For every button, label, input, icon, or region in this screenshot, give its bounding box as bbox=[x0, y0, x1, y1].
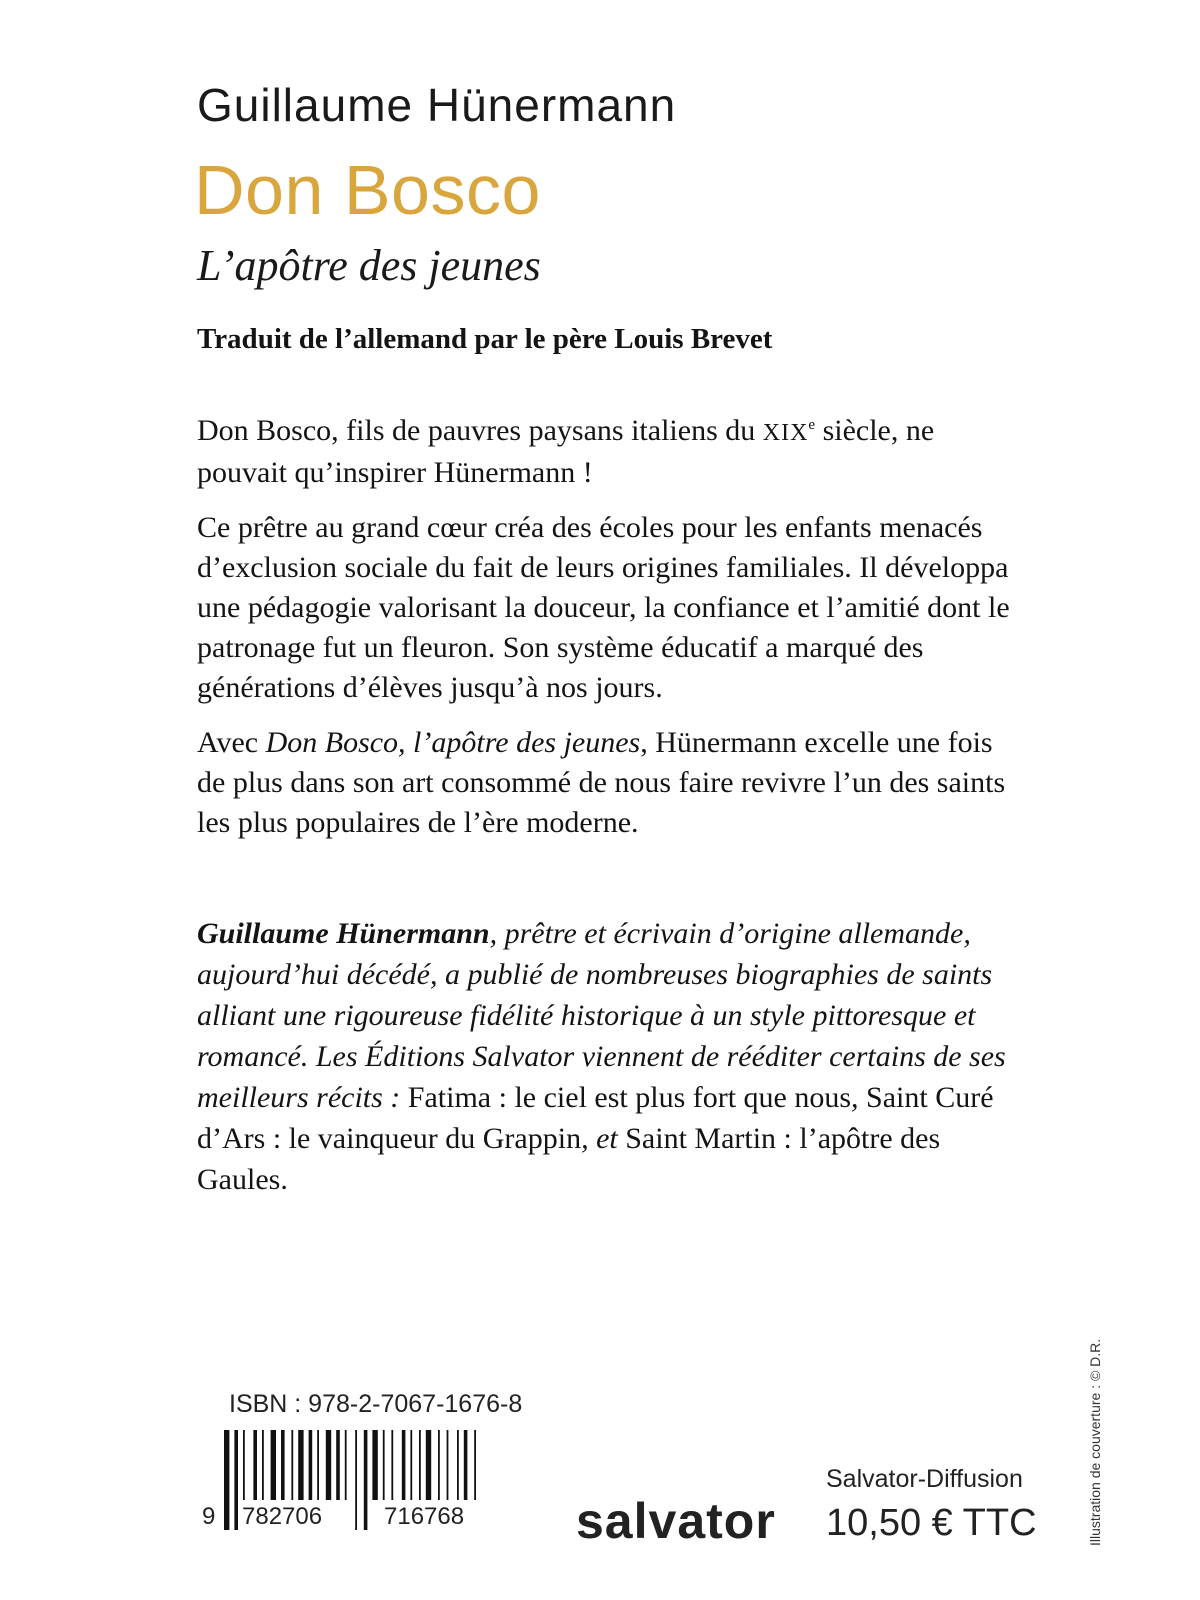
barcode-bar bbox=[336, 1430, 340, 1500]
barcode-bar bbox=[383, 1430, 385, 1500]
barcode-bar bbox=[253, 1430, 257, 1500]
barcode-bar bbox=[355, 1430, 357, 1530]
barcode-bar bbox=[372, 1430, 377, 1500]
barcode bbox=[198, 1430, 518, 1530]
description-paragraph-3: Avec Don Bosco, l’apôtre des jeunes, Hünermann excelle une fois de plus dans son art consommé de nous faire revivre l’un des saints les plus populaires de l’ère moderne. bbox=[197, 726, 1006, 839]
barcode-bar bbox=[438, 1430, 440, 1500]
barcode-bar bbox=[224, 1430, 229, 1530]
barcode-digits-right: 716768 bbox=[384, 1503, 465, 1530]
description-paragraph-1: Don Bosco, fils de pauvres paysans italiens du XIXe siècle, ne pouvait qu’inspirer Hünermann ! bbox=[197, 414, 935, 489]
barcode-bar bbox=[291, 1430, 293, 1500]
translator-line: Traduit de l’allemand par le père Louis Brevet bbox=[197, 323, 773, 355]
barcode-bar bbox=[447, 1430, 449, 1500]
author-biography: Guillaume Hünermann, prêtre et écrivain d’origine allemande, aujourd’hui décédé, a publié de nombreuses biographies de saints alliant une rigoureuse fidélité historique à un style pittoresque et romancé. Les Éditions Salvator viennent de rééditer certains de ses meilleurs récits : Fatima : le ciel est plus fort que nous, Saint Curé d’Ars : le vainqueur du Grappin, et Saint Martin : l’apôtre des Gaules. bbox=[197, 917, 1006, 1196]
bio-book-2: Saint Curé d’Ars : le vainqueur du Grappin bbox=[197, 1081, 994, 1155]
book-author: Guillaume Hünermann bbox=[197, 79, 677, 131]
barcode-bar bbox=[419, 1430, 421, 1500]
book-subtitle: L’apôtre des jeunes bbox=[197, 241, 541, 290]
barcode-bar bbox=[426, 1430, 431, 1500]
barcode-bar bbox=[271, 1430, 276, 1500]
barcode-bar bbox=[364, 1430, 368, 1530]
barcode-bar bbox=[298, 1430, 303, 1500]
distributor-label: Salvator-Diffusion bbox=[826, 1465, 1023, 1493]
barcode-bar bbox=[345, 1430, 347, 1500]
bio-book-3: Saint Martin : l’apôtre des Gaules bbox=[197, 1122, 941, 1196]
barcode-bar bbox=[234, 1430, 238, 1530]
barcode-digit-lead: 9 bbox=[202, 1503, 216, 1530]
barcode-bar bbox=[317, 1430, 319, 1500]
bio-author-name: Guillaume Hünermann bbox=[197, 917, 490, 950]
barcode-bar bbox=[410, 1430, 412, 1500]
barcode-bar bbox=[281, 1430, 285, 1500]
book-title: Don Bosco bbox=[194, 151, 541, 229]
book-description bbox=[197, 405, 1017, 858]
barcode-bar bbox=[391, 1430, 393, 1500]
publisher-logo: salvator bbox=[576, 1493, 776, 1549]
barcode-bar bbox=[402, 1430, 406, 1500]
barcode-digits-left: 782706 bbox=[242, 1503, 323, 1530]
price-label: 10,50 € TTC bbox=[826, 1502, 1037, 1544]
description-paragraph-2: Ce prêtre au grand cœur créa des écoles pour les enfants menacés d’exclusion sociale du fait de leurs origines familiales. Il développa une pédagogie valorisant la douceur, la confiance et l’amitié dont le patronage fut un fleuron. Son système éducatif a marqué des générations d’élèves jusqu’à nos jours. bbox=[197, 511, 1010, 704]
barcode-bar bbox=[309, 1430, 313, 1500]
barcode-bar bbox=[243, 1430, 245, 1500]
cover-illustration-credit: Illustration de couverture : © D.R. bbox=[1087, 1338, 1103, 1546]
barcode-bar bbox=[326, 1430, 331, 1500]
isbn-label: ISBN : 978-2-7067-1676-8 bbox=[229, 1390, 523, 1418]
bio-book-1: Fatima : le ciel est plus fort que nous bbox=[407, 1081, 852, 1114]
barcode-bar bbox=[464, 1430, 468, 1500]
barcode-bar bbox=[457, 1430, 459, 1500]
barcode-bar bbox=[262, 1430, 264, 1500]
barcode-bar bbox=[474, 1430, 476, 1500]
